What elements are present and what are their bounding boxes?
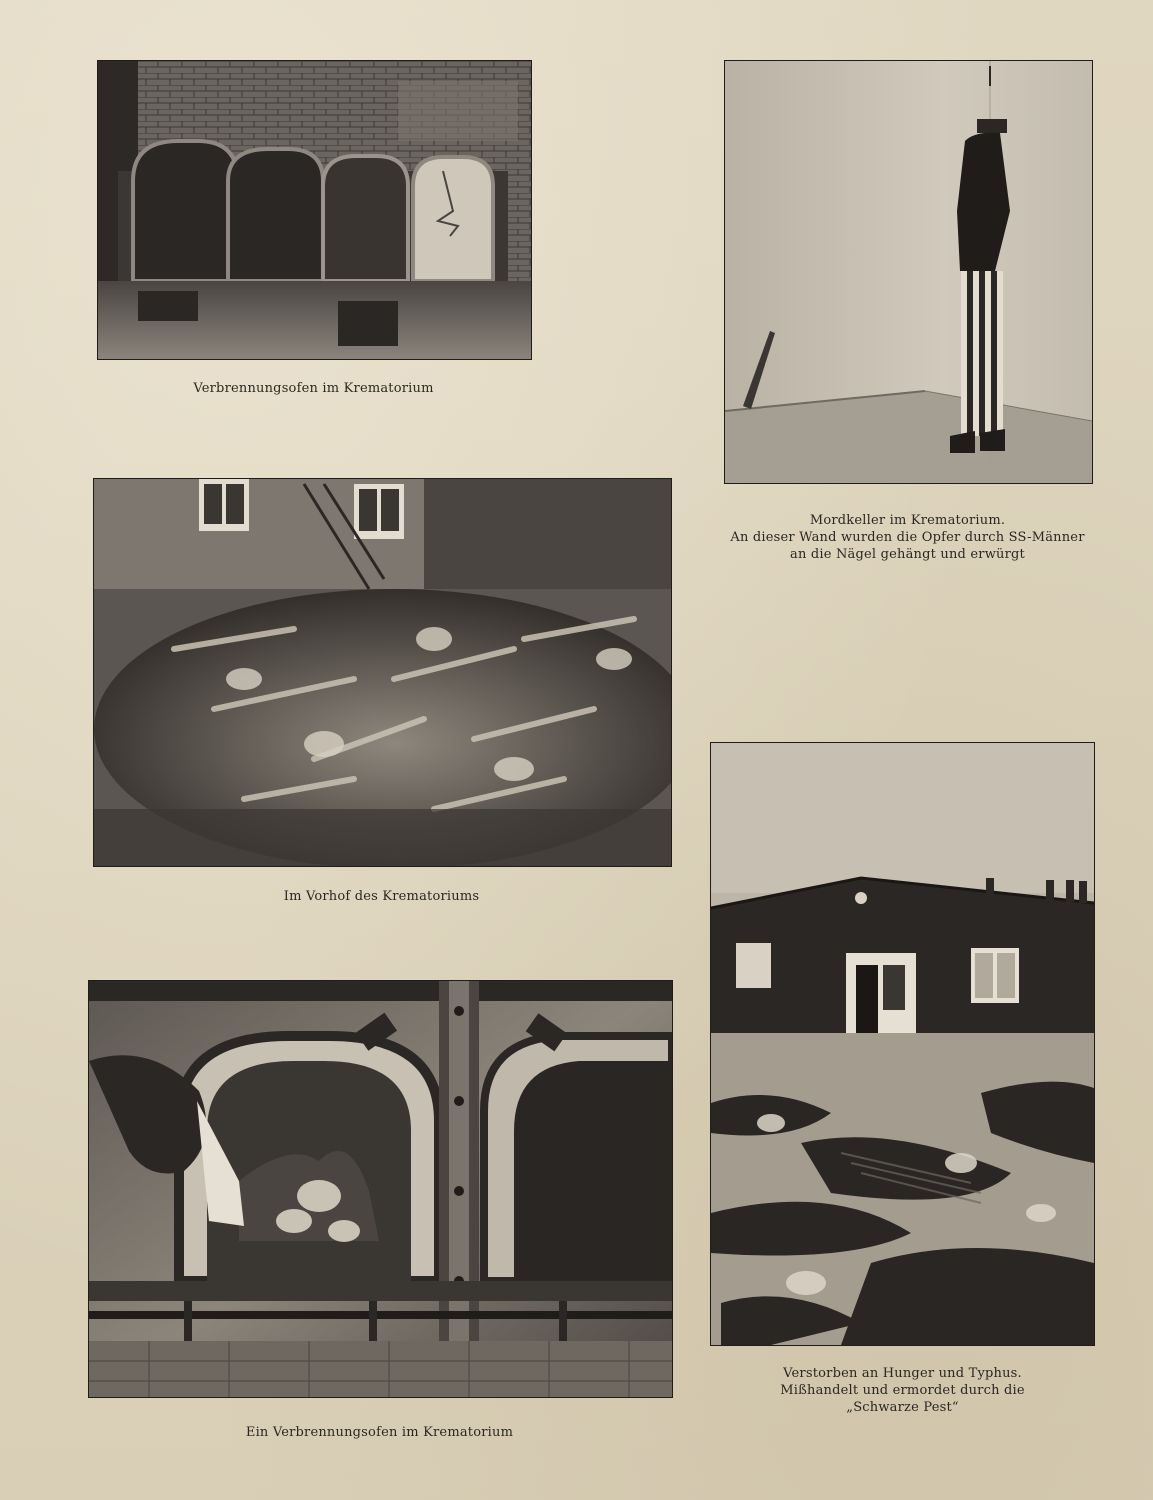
caption-single-oven: [88, 1424, 671, 1441]
caption-line: an die Nägel gehängt und erwürgt: [790, 547, 1025, 562]
photo-barracks-victims: [710, 742, 1095, 1346]
photo-courtyard: [93, 478, 672, 867]
caption-line: An dieser Wand wurden die Opfer durch SS-Männer: [730, 530, 1085, 545]
photo-murder-cellar: [724, 60, 1093, 484]
barracks-victims-image: [711, 743, 1094, 1345]
caption-murder-cellar: [700, 512, 1115, 563]
cremation-ovens-image: [98, 61, 531, 359]
caption-line: Verbrennungsofen im Krematorium: [193, 381, 434, 396]
caption-line: Ein Verbrennungsofen im Krematorium: [245, 1425, 514, 1440]
single-oven-image: [89, 981, 672, 1397]
caption-line: Verstorben an Hunger und Typhus.: [783, 1366, 1022, 1381]
photo-cremation-ovens: [97, 60, 532, 360]
caption-line: Im Vorhof des Krematoriums: [283, 889, 480, 904]
caption-barracks-victims: [700, 1365, 1105, 1416]
murder-cellar-image: [725, 61, 1092, 483]
caption-courtyard: [93, 888, 670, 905]
caption-line: Mordkeller im Krematorium.: [809, 513, 1006, 528]
caption-line: „Schwarze Pest“: [846, 1400, 959, 1415]
courtyard-image: [94, 479, 671, 866]
caption-line: Mißhandelt und ermordet durch die: [780, 1383, 1025, 1398]
caption-cremation-ovens: [97, 380, 530, 397]
photo-single-oven: [88, 980, 673, 1398]
